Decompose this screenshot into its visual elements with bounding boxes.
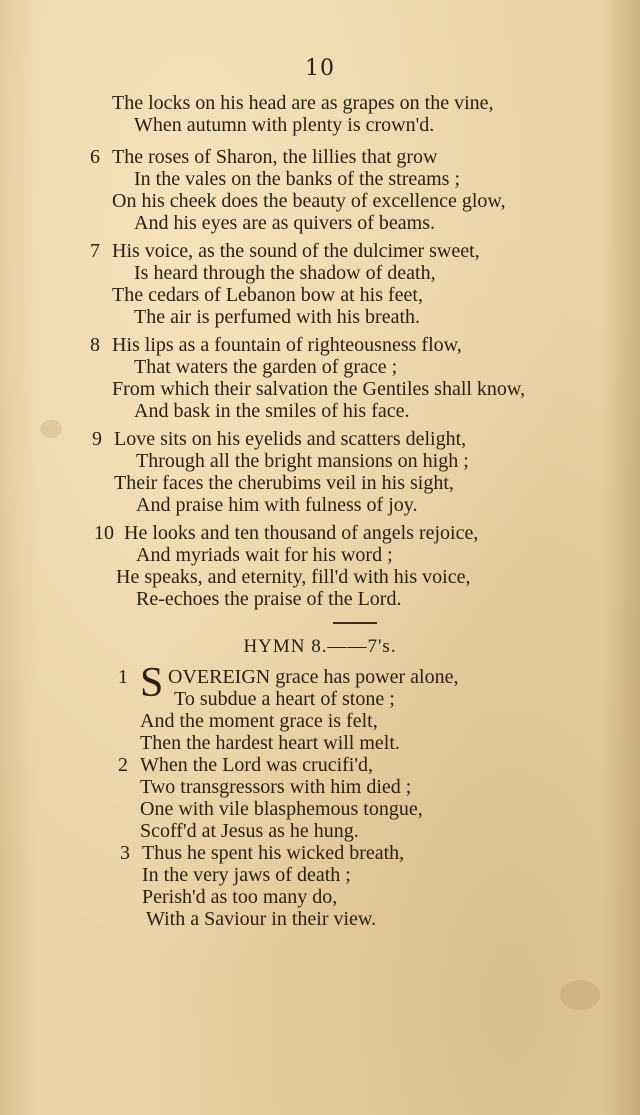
- verse-line: When the Lord was crucifi'd,: [140, 754, 373, 776]
- verse-line: One with vile blasphemous tongue,: [140, 798, 423, 820]
- verse-number: 1: [118, 666, 128, 688]
- verse-line: On his cheek does the beauty of excellence glow,: [112, 190, 506, 212]
- verse-number: 2: [118, 754, 128, 776]
- drop-cap: S: [140, 660, 164, 706]
- paper-stain: [40, 420, 62, 438]
- stanza-number: 7: [90, 240, 100, 262]
- stanza-number: 8: [90, 334, 100, 356]
- page-number: 10: [305, 56, 335, 81]
- verse-line: Their faces the cherubims veil in his sight,: [114, 472, 454, 494]
- verse-line: The air is perfumed with his breath.: [134, 306, 421, 328]
- stanza-number: 9: [92, 428, 102, 450]
- verse-line: From which their salvation the Gentiles shall know,: [112, 378, 526, 400]
- verse-line: The locks on his head are as grapes on the vine,: [112, 92, 494, 114]
- verse-line: Love sits on his eyelids and scatters delight,: [114, 428, 467, 450]
- stanza-number: 10: [94, 522, 114, 544]
- verse-line: The cedars of Lebanon bow at his feet,: [112, 284, 423, 306]
- verse-line: When autumn with plenty is crown'd.: [134, 114, 435, 136]
- verse-line: And praise him with fulness of joy.: [136, 494, 418, 516]
- verse-line: Then the hardest heart will melt.: [140, 732, 400, 754]
- verse-line: Scoff'd at Jesus as he hung.: [140, 820, 359, 842]
- verse-line: Two transgressors with him died ;: [140, 776, 412, 798]
- verse-line: Is heard through the shadow of death,: [134, 262, 436, 284]
- verse-line: Thus he spent his wicked breath,: [142, 842, 405, 864]
- verse-line: And bask in the smiles of his face.: [134, 400, 410, 422]
- verse-line: In the very jaws of death ;: [142, 864, 351, 886]
- hymn-title: HYMN 8.——7's.: [243, 636, 397, 657]
- stanza-number: 6: [90, 146, 100, 168]
- verse-line: His lips as a fountain of righteousness flow,: [112, 334, 462, 356]
- verse-line: Perish'd as too many do,: [142, 886, 338, 908]
- verse-line: And myriads wait for his word ;: [136, 544, 393, 566]
- verse-line: He speaks, and eternity, fill'd with his voice,: [116, 566, 471, 588]
- verse-line: The roses of Sharon, the lillies that grow: [112, 146, 438, 168]
- verse-line: He looks and ten thousand of angels rejoice,: [124, 522, 479, 544]
- verse-line: OVEREIGN grace has power alone,: [168, 666, 459, 688]
- verse-line: His voice, as the sound of the dulcimer sweet,: [112, 240, 480, 262]
- verse-number: 3: [120, 842, 130, 864]
- verse-line: With a Saviour in their view.: [146, 908, 377, 930]
- verse-line: And the moment grace is felt,: [140, 710, 378, 732]
- verse-line: Re-echoes the praise of the Lord.: [136, 588, 402, 610]
- verse-line: And his eyes are as quivers of beams.: [134, 212, 436, 234]
- section-divider: [333, 622, 377, 624]
- verse-line: To subdue a heart of stone ;: [174, 688, 395, 710]
- paper-stain: [560, 980, 600, 1010]
- verse-line: That waters the garden of grace ;: [134, 356, 398, 378]
- verse-line: In the vales on the banks of the streams ;: [134, 168, 461, 190]
- verse-line: Through all the bright mansions on high ;: [136, 450, 469, 472]
